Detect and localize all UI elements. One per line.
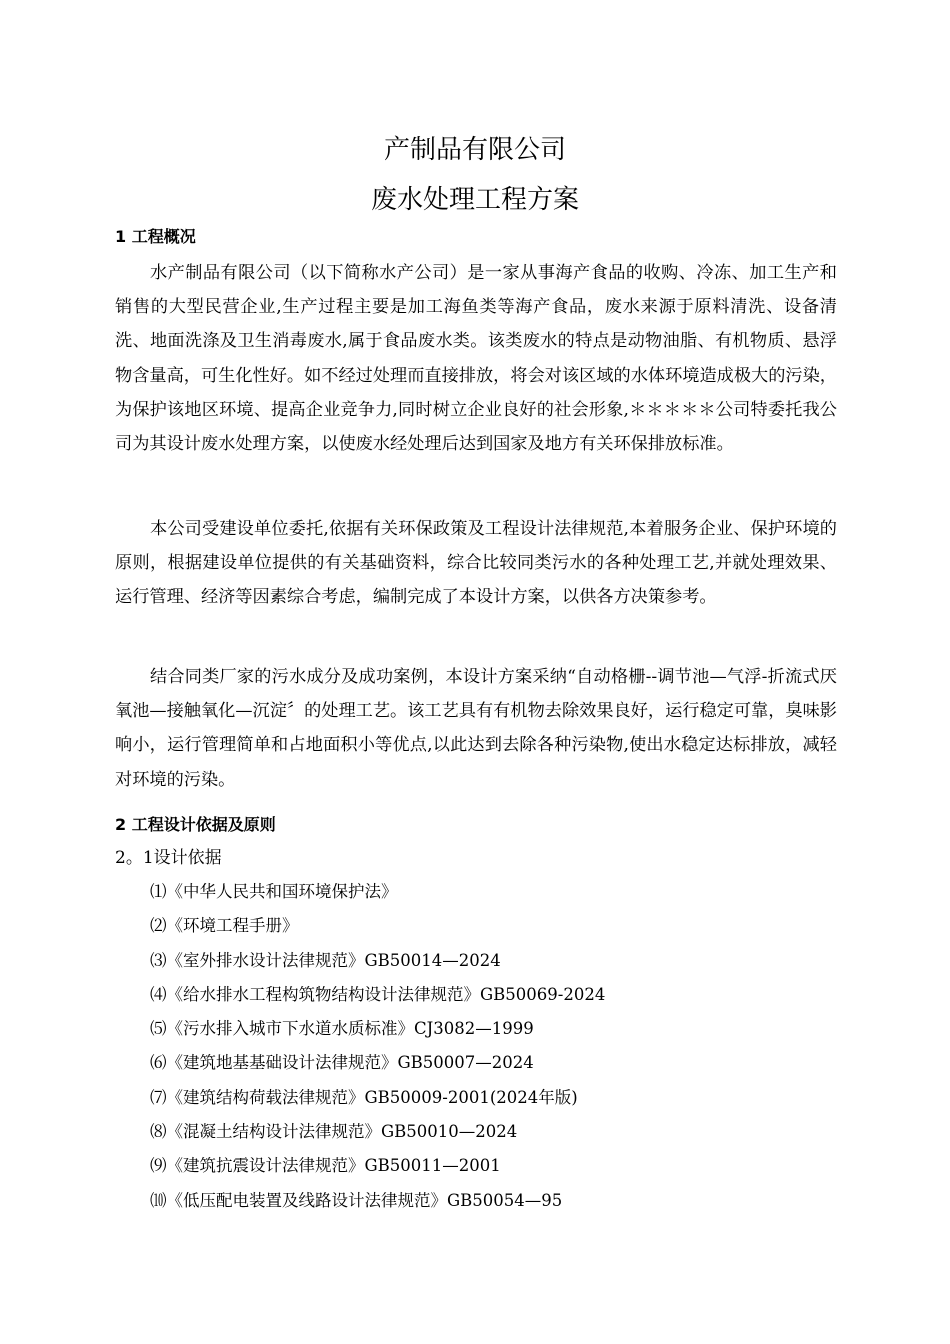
overview-paragraph-3: 结合同类厂家的污水成分及成功案例，本设计方案采纳“自动格栅--调节池—气浮-折流式厌氧池—接触氧化—沉淀〞的处理工艺。该工艺具有有机物去除效果良好，运行稳定可靠，臭味影响小，运行管理简单和占地面积小等优点,以此达到去除各种污染物,使出水稳定达标排放，减轻对环境的污染。 <box>115 667 837 790</box>
reference-item: ⑵《环境工程手册》 <box>150 916 299 936</box>
overview-paragraph-2: 本公司受建设单位委托,依据有关环保政策及工程设计法律规范,本着服务企业、保护环境的原则，根据建设单位提供的有关基础资料，综合比较同类污水的各种处理工艺,并就处理效果、运行管理、经济等因素综合考虑，编制完成了本设计方案，以供各方决策参考。 <box>115 519 837 608</box>
reference-item: ⑼《建筑抗震设计法律规范》GB50011—2001 <box>150 1156 501 1176</box>
reference-item: ⑹《建筑地基基础设计法律规范》GB50007—2024 <box>150 1053 534 1073</box>
reference-item: ⑽《低压配电装置及线路设计法律规范》GB50054—95 <box>150 1190 563 1210</box>
reference-item: ⑶《室外排水设计法律规范》GB50014—2024 <box>150 950 501 970</box>
section-heading-overview: 1 工程概况 <box>115 227 196 246</box>
reference-list <box>150 880 605 1223</box>
overview-paragraph-1: 水产制品有限公司（以下简称水产公司）是一家从事海产食品的收购、冷冻、加工生产和销售的大型民营企业,生产过程主要是加工海鱼类等海产食品，废水来源于原料清洗、设备清洗、地面洗涤及卫生消毒废水,属于食品废水类。该类废水的特点是动物油脂、有机物质、悬浮物含量高，可生化性好。如不经过处理而直接排放，将会对该区域的水体环境造成极大的污染，为保护该地区环境、提高企业竞争力,同时树立企业良好的社会形象,＊＊＊＊＊公司特委托我公司为其设计废水处理方案，以使废水经处理后达到国家及地方有关环保排放标准。 <box>115 263 837 455</box>
section-heading-design-basis: 2 工程设计依据及原则 <box>115 815 276 834</box>
document-title-project: 废水处理工程方案 <box>370 185 579 215</box>
subsection-heading-design-basis: 2。1设计依据 <box>115 848 222 868</box>
reference-item: ⑷《给水排水工程构筑物结构设计法律规范》GB50069-2024 <box>150 984 606 1004</box>
reference-item: ⑺《建筑结构荷载法律规范》GB50009-2001(2024年版) <box>150 1087 578 1107</box>
reference-item: ⑴《中华人民共和国环境保护法》 <box>150 882 398 901</box>
reference-item: ⑸《污水排入城市下水道水质标准》CJ3082—1999 <box>150 1019 534 1039</box>
reference-item: ⑻《混凝土结构设计法律规范》GB50010—2024 <box>150 1122 518 1142</box>
document-title-company: 产制品有限公司 <box>383 135 566 165</box>
